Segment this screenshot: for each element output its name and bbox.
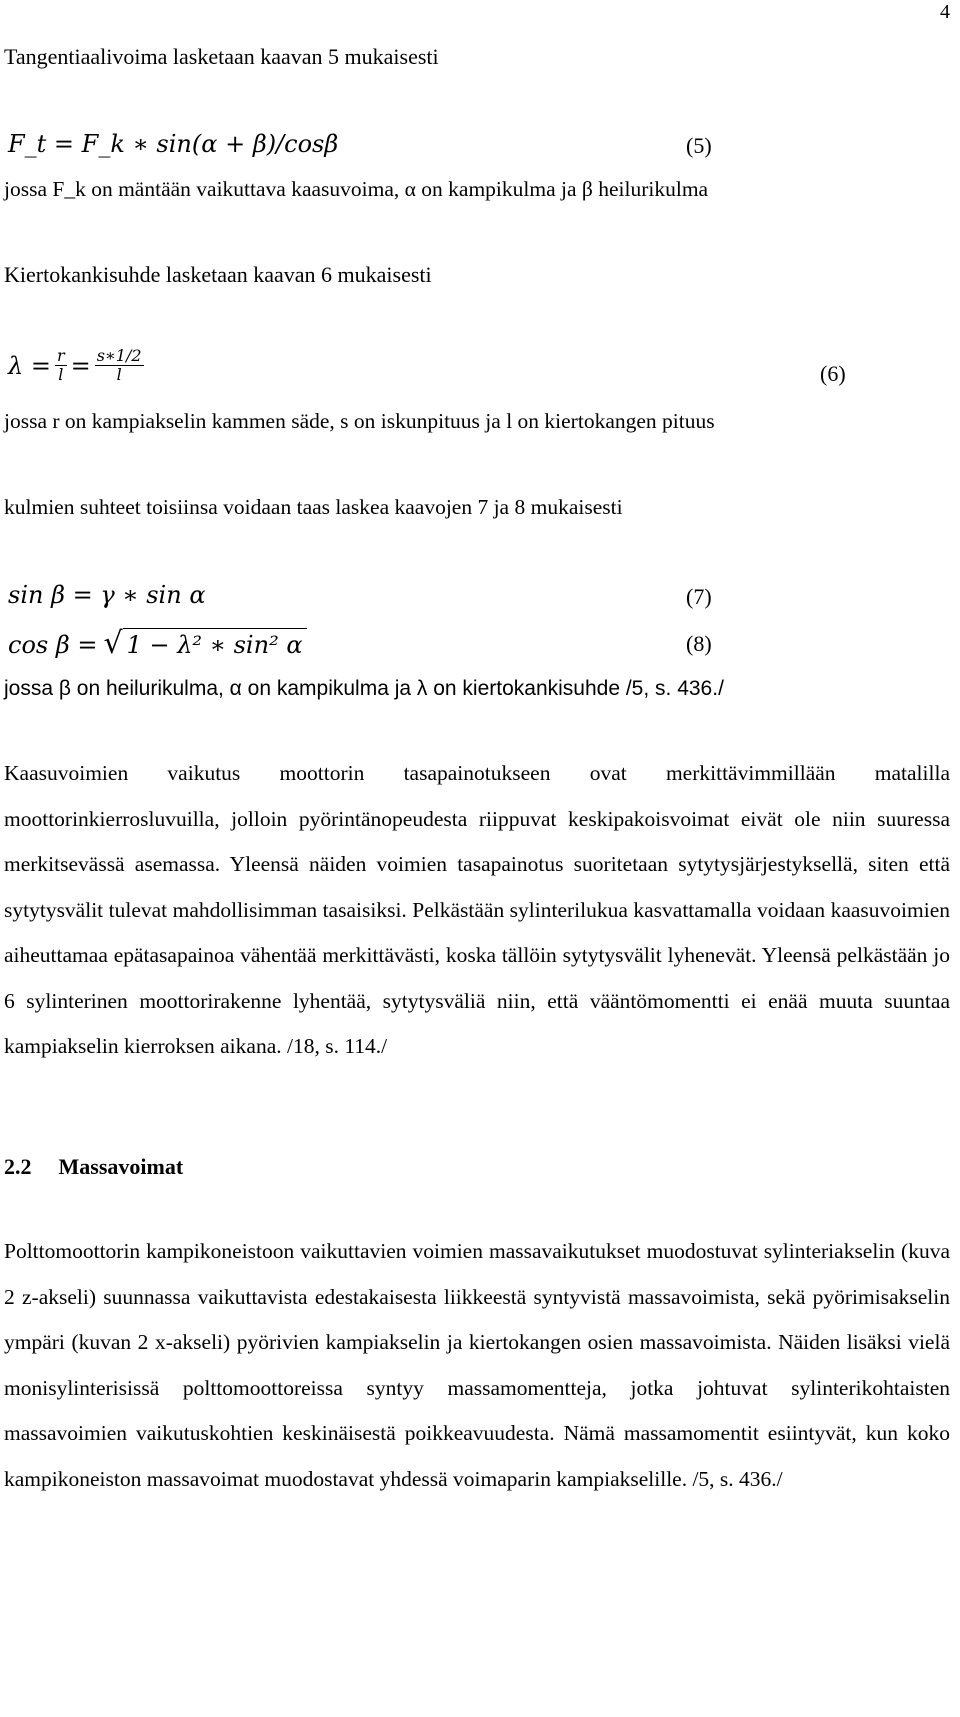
equation-6-equals: = [70, 351, 91, 380]
equation-5-description: jossa F_k on mäntään vaikuttava kaasuvoima, α on kampikulma ja β heilurikulma [4, 177, 709, 201]
intro-tangential: Tangentiaalivoima lasketaan kaavan 5 mukaisesti [4, 44, 439, 69]
fraction-2-numerator: s∗1/2 [96, 346, 142, 365]
equation-8-radicand: 1 − λ² ∗ sin² α [123, 628, 307, 659]
equation-6 [8, 347, 148, 384]
intro-angles: kulmien suhteet toisiinsa voidaan taas laskea kaavojen 7 ja 8 mukaisesti [4, 495, 623, 519]
fraction-1-denominator: l [58, 365, 64, 384]
equation-8 [8, 628, 307, 659]
section-number: 2.2 [4, 1154, 32, 1179]
equation-8-lhs: cos β = [8, 631, 98, 659]
equation-6-fraction-2 [95, 347, 144, 384]
equation-8-number: (8) [686, 631, 712, 656]
equation-7-number: (7) [686, 584, 712, 609]
paragraph-gas-forces: Kaasuvoimien vaikutus moottorin tasapainotukseen ovat merkittävimmillään matalilla moottorinkierrosluvuilla, jolloin pyörintänopeudesta riippuvat keskipakoisvoimat eivät ole niin suuressa merkitsevässä asemassa. Yleensä näiden voimien tasapainotus suoritetaan sytytysjärjestyksellä, siten että sytytysvälit tulevat mahdollisimman tasaisiksi. Pelkästään sylinterilukua kasvattamalla voidaan kaasuvoimien aiheuttamaa epätasapainoa vähentää merkittävästi, koska tällöin sytytysvälit lyhenevät. Yleensä pelkästään jo 6 sylinterinen moottorirakenne lyhentää, sytytysväliä niin, että vääntömomentti ei enää muuta suuntaa kampiakselin kierroksen aikana. /18, s. 114./ [4, 761, 950, 1058]
paragraph-mass-forces: Polttomoottorin kampikoneistoon vaikuttavien voimien massavaikutukset muodostuvat sylinteriakselin (kuva 2 z-akseli) suunnassa vaikuttavista edestakaisesta liikkeestä syntyvistä massavoimista, sekä pyörimisakselin ympäri (kuvan 2 x-akseli) pyörivien kampiakselin ja kiertokangen osien massavoimista. Näiden lisäksi vielä monisylinterisissä polttomoottoreissa syntyy massamomentteja, jotka johtuvat sylinterikohtaisten massavoimien vaikutuskohtien keskinäisestä poikkeavuudesta. Nämä massamomentit esiintyvät, kun koko kampikoneiston massavoimat muodostavat yhdessä voimaparin kampiakselille. /5, s. 436./ [4, 1239, 950, 1491]
section-heading [4, 1154, 183, 1180]
fraction-2-denominator: l [116, 365, 122, 384]
equation-5-number: (5) [686, 133, 712, 158]
sqrt-sign-icon: √ [103, 626, 123, 661]
equation-5: F_t = F_k ∗ sin(α + β)/cosβ [8, 130, 339, 158]
equation-6-fraction-1 [55, 347, 67, 384]
intro-ratio: Kiertokankisuhde lasketaan kaavan 6 mukaisesti [4, 262, 432, 287]
page-number: 4 [940, 1, 950, 23]
equations-7-8-description: jossa β on heilurikulma, α on kampikulma ja λ on kiertokankisuhde /5, s. 436./ [4, 677, 724, 700]
fraction-1-numerator: r [56, 346, 65, 365]
section-title: Massavoimat [58, 1154, 184, 1179]
equation-6-lhs: λ = [8, 351, 51, 380]
equation-6-description: jossa r on kampiakselin kammen säde, s on iskunpituus ja l on kiertokangen pituus [4, 409, 715, 433]
equation-6-number: (6) [820, 361, 846, 386]
equation-7: sin β = γ ∗ sin α [8, 581, 206, 609]
